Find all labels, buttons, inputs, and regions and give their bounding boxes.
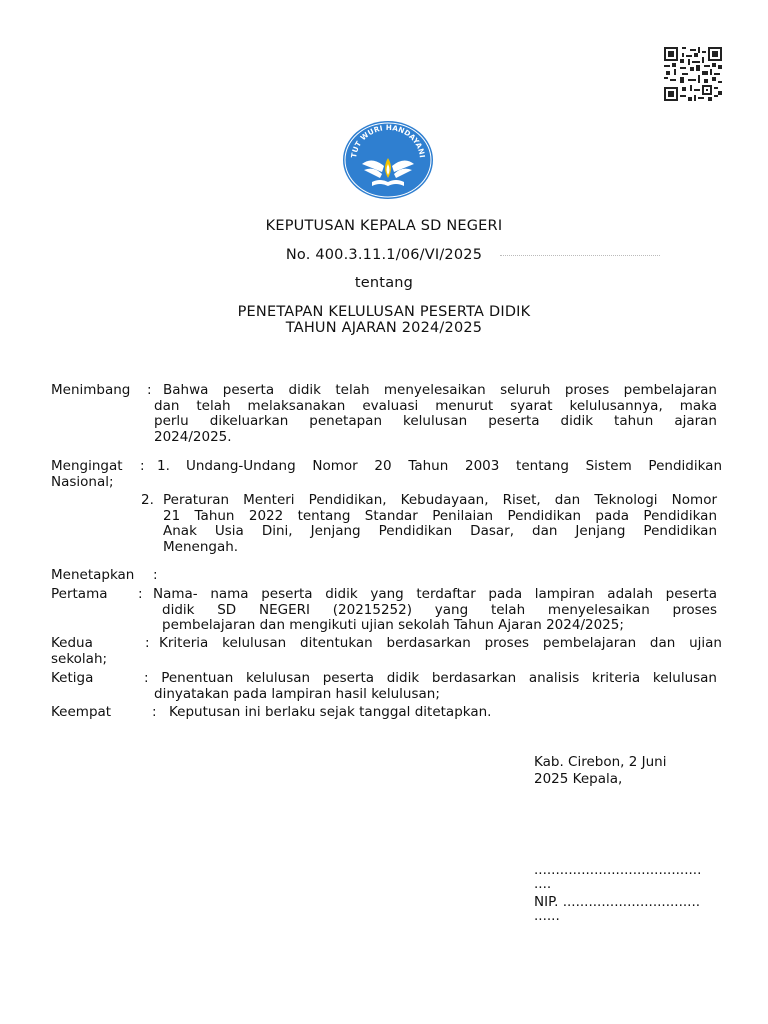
- mengingat-item-1-num: 1.: [157, 458, 170, 474]
- mengingat-item-2-line-2: 21 Tahun 2022 tentang Standar Penilaian Pendidikan pada Pendidikan: [163, 507, 717, 524]
- pertama-line-1: Nama- nama peserta didik yang terdaftar pada lampiran adalah peserta: [153, 586, 717, 602]
- keempat-sep: :: [152, 704, 157, 720]
- menetapkan-label: Menetapkan: [51, 567, 135, 583]
- ketiga-line-2: dinyatakan pada lampiran hasil kelulusan;: [154, 685, 440, 702]
- menimbang-line-2: dan telah melaksanakan evaluasi menurut syarat kelulusannya, maka: [154, 397, 717, 414]
- mengingat-item-2-num: 2.: [141, 492, 154, 508]
- signature-name-dots-2: ....: [534, 876, 552, 892]
- mengingat-item-2-line-4: Menengah.: [163, 538, 239, 555]
- ketiga-line-1: : Penentuan kelulusan peserta didik berdasarkan analisis kriteria kelulusan: [144, 670, 717, 686]
- mengingat-item-2-line-3: Anak Usia Dini, Jenjang Pendidikan Dasar, dan Jenjang Pendidikan: [163, 523, 717, 539]
- number-dotted-line: [500, 255, 660, 256]
- menimbang-line-1: Bahwa peserta didik telah menyelesaikan seluruh proses pembelajaran: [163, 382, 717, 398]
- signature-place-date: Kab. Cirebon, 2 Juni: [534, 754, 667, 770]
- document-title: KEPUTUSAN KEPALA SD NEGERI: [265, 218, 503, 234]
- menimbang-line-3: perlu dikeluarkan penetapan kelulusan peserta didik tahun ajaran: [154, 413, 717, 429]
- kedua-line-2: sekolah;: [51, 650, 108, 667]
- kedua-line-1: Kriteria kelulusan ditentukan berdasarkan proses pembelajaran dan ujian: [159, 635, 722, 651]
- keempat-text: Keputusan ini berlaku sejak tanggal ditetapkan.: [169, 704, 492, 720]
- signature-nip-1: NIP. ................................: [534, 894, 701, 910]
- signature-name-dots-1: .......................................: [534, 862, 702, 878]
- kedua-sep: :: [145, 635, 150, 651]
- mengingat-sep: :: [140, 458, 145, 474]
- signature-position: 2025 Kepala,: [534, 771, 623, 787]
- mengingat-item-2-line-1: Peraturan Menteri Pendidikan, Kebudayaan, Riset, dan Teknologi Nomor: [163, 492, 717, 508]
- pertama-line-2: didik SD NEGERI (20215252) yang telah menyelesaikan proses: [162, 601, 717, 618]
- keempat-label: Keempat: [51, 704, 112, 720]
- logo-motto: TUT WURI HANDAYANI: [349, 122, 427, 159]
- menimbang-sep: :: [147, 382, 152, 398]
- menetapkan-sep: :: [153, 567, 158, 583]
- document-number-text: No. 400.3.11.1/06/VI/2025: [285, 247, 483, 263]
- pertama-label: Pertama: [51, 586, 108, 602]
- document-number: [0, 247, 768, 263]
- ketiga-label: Ketiga: [51, 670, 94, 686]
- kedua-label: Kedua: [51, 635, 93, 651]
- tut-wuri-handayani-logo: [342, 120, 434, 200]
- subject-line-2: TAHUN AJARAN 2024/2025: [285, 320, 483, 336]
- mengingat-label: Mengingat: [51, 458, 123, 474]
- pertama-line-3: pembelajaran dan mengikuti ujian sekolah Tahun Ajaran 2024/2025;: [162, 617, 624, 633]
- pertama-sep: :: [138, 586, 143, 602]
- document-about: tentang: [354, 275, 414, 291]
- mengingat-item-1-line-2: Nasional;: [51, 473, 114, 490]
- qr-code: [664, 47, 722, 101]
- menimbang-line-4: 2024/2025.: [154, 428, 232, 445]
- mengingat-item-1-line-1: Undang-Undang Nomor 20 Tahun 2003 tentang Sistem Pendidikan: [186, 458, 722, 474]
- signature-nip-2: ......: [534, 908, 560, 924]
- subject-line-1: PENETAPAN KELULUSAN PESERTA DIDIK: [237, 304, 531, 320]
- menimbang-label: Menimbang: [51, 382, 131, 398]
